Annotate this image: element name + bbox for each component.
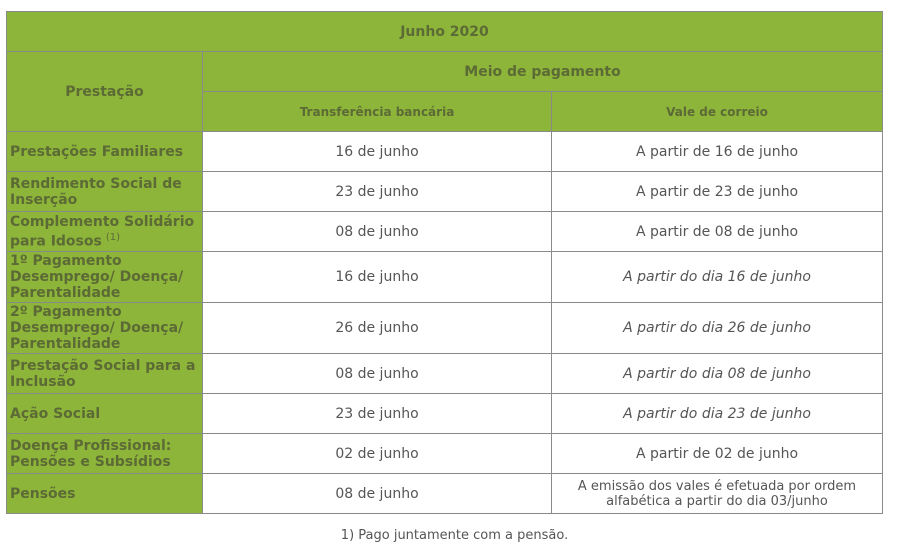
row-label-text: Doença Profissional: Pensões e Subsídios [10, 437, 172, 470]
row-label-text: Pensões [10, 485, 76, 502]
table-row [7, 303, 883, 354]
transferencia-date: 26 de junho [203, 303, 552, 354]
table-row [7, 434, 883, 474]
row-label [7, 303, 203, 354]
table-row [7, 132, 883, 172]
vale-date: A partir do dia 23 de junho [552, 394, 883, 434]
transferencia-date: 02 de junho [203, 434, 552, 474]
transferencia-date: 16 de junho [203, 252, 552, 303]
row-label-text: 2º Pagamento Desemprego/ Doença/ Parentalidade [10, 304, 184, 352]
table-row [7, 474, 883, 514]
transferencia-date: 08 de junho [203, 212, 552, 252]
column-header-meio-pagamento: Meio de pagamento [203, 52, 883, 92]
transferencia-date: 23 de junho [203, 172, 552, 212]
transferencia-date: 08 de junho [203, 474, 552, 514]
row-label-text: 1º Pagamento Desemprego/ Doença/ Parentalidade [10, 253, 184, 301]
row-label [7, 474, 203, 514]
row-label-text: Ação Social [10, 405, 101, 422]
row-label [7, 434, 203, 474]
table-body [7, 132, 883, 514]
vale-date: A partir do dia 26 de junho [552, 303, 883, 354]
column-header-vale: Vale de correio [552, 92, 883, 132]
transferencia-date: 08 de junho [203, 354, 552, 394]
row-label [7, 252, 203, 303]
table-title: Junho 2020 [7, 12, 883, 52]
transferencia-date: 23 de junho [203, 394, 552, 434]
vale-date: A emissão dos vales é efetuada por ordem alfabética a partir do dia 03/junho [552, 474, 883, 514]
row-label-text: Prestações Familiares [10, 143, 184, 160]
footnote-marker: (1) [105, 231, 120, 243]
table-row [7, 394, 883, 434]
row-label [7, 172, 203, 212]
table-row [7, 354, 883, 394]
table-row [7, 212, 883, 252]
row-label-text: Rendimento Social de Inserção [10, 175, 182, 208]
vale-date: A partir do dia 16 de junho [552, 252, 883, 303]
table-row [7, 172, 883, 212]
column-header-transferencia: Transferência bancária [203, 92, 552, 132]
vale-date: A partir de 23 de junho [552, 172, 883, 212]
vale-date: A partir de 02 de junho [552, 434, 883, 474]
row-label [7, 132, 203, 172]
vale-date: A partir do dia 08 de junho [552, 354, 883, 394]
row-label [7, 394, 203, 434]
row-label [7, 354, 203, 394]
vale-date: A partir de 08 de junho [552, 212, 883, 252]
column-header-prestacao: Prestação [7, 52, 203, 132]
footnote: 1) Pago juntamente com a pensão. [340, 528, 569, 543]
table-row [7, 252, 883, 303]
row-label-text: Complemento Solidário para Idosos [10, 213, 195, 250]
row-label-text: Prestação Social para a Inclusão [10, 357, 196, 390]
vale-date: A partir de 16 de junho [552, 132, 883, 172]
transferencia-date: 16 de junho [203, 132, 552, 172]
row-label [7, 212, 203, 252]
payment-schedule-table [6, 11, 883, 514]
